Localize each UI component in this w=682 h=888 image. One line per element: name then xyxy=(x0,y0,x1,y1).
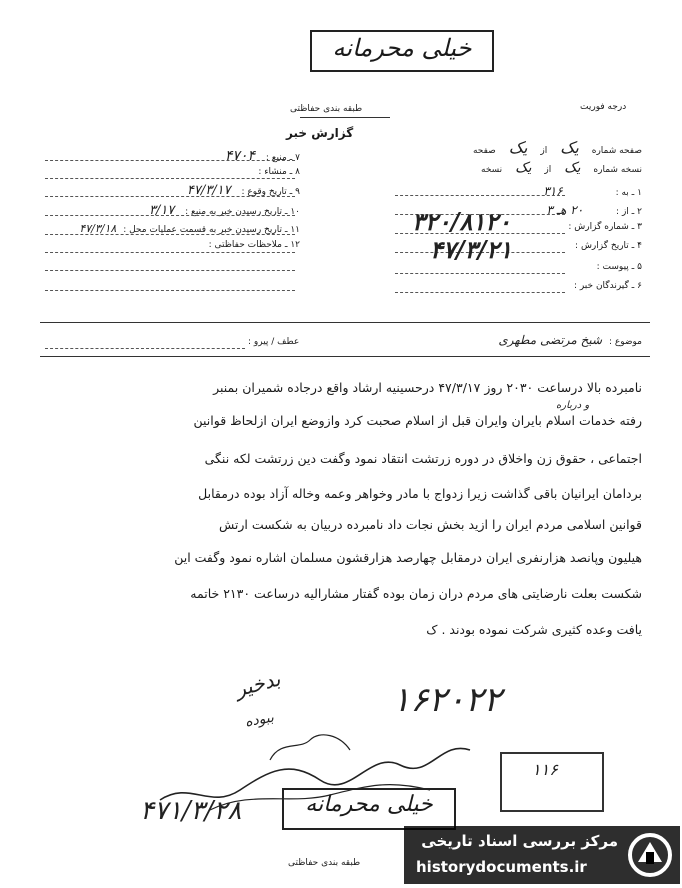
body-line-2: رفته خدمات اسلام بایران وایران قبل از اسلام صحبت کرد وازوضع ایران ازلحاظ قوانین xyxy=(193,413,642,428)
field-origin: ۸ ـ منشاء : xyxy=(258,167,300,177)
handwritten-note-3: ۴۷۱/۳/۲۸ xyxy=(140,796,242,826)
dots-3 xyxy=(45,196,295,197)
reference-label: عطف / پیرو : xyxy=(248,337,300,347)
copy-number-row: نسخه شماره یک از یک نسخه xyxy=(481,160,642,176)
handwritten-report-date: ۴۷/۳/۲۱ xyxy=(430,235,512,264)
field-report-date: ۴ ـ تاریخ گزارش : xyxy=(575,241,642,251)
top-stamp: خیلی محرمانه xyxy=(310,30,494,72)
dots-4 xyxy=(45,215,295,216)
watermark xyxy=(404,826,680,884)
archive-logo-icon xyxy=(626,832,674,878)
subject-label: موضوع : xyxy=(608,337,642,347)
priority-label: درجه فوریت xyxy=(580,102,627,112)
divider-bottom xyxy=(40,356,650,357)
divider-top xyxy=(40,322,650,323)
subject-value: شیخ مرتضی مطهری xyxy=(498,333,602,347)
field-recipients: ۶ ـ گیرندگان خبر : xyxy=(573,281,642,291)
handwritten-number: ۱۶۲۰۲۲ xyxy=(392,680,502,720)
field-source: ۷ ـ منبع : ۴۷۰۴ xyxy=(224,148,300,164)
handwritten-note-1: بدخیر xyxy=(232,666,283,702)
dots-1 xyxy=(45,160,295,161)
ref-dots xyxy=(45,348,245,349)
watermark-url: historydocuments.ir xyxy=(416,858,587,876)
dots-8 xyxy=(45,290,295,291)
classification-label-top: طبقه بندی حفاظتی xyxy=(290,104,363,114)
body-line-4: بردامان ایرانیان باقی گذاشت زیرا زدواج با مادر وخواهر وعمه وخاله آزاد بوده درمقابل xyxy=(198,486,642,501)
field-ops-received-date: ۱۱ ـ تاریخ رسیدن خبر به قسمت عملیات محل : ۴۷/۳/۱۸ xyxy=(79,222,300,235)
field-report-number: ۳ ـ شماره گزارش : xyxy=(568,222,642,232)
page-number-row: صفحه شماره یک از یک صفحه xyxy=(472,138,642,157)
bottom-right-stamp: ۱۱۶ xyxy=(500,752,604,812)
dots-6 xyxy=(45,252,295,253)
report-title: گزارش خبر xyxy=(286,126,354,140)
dots-7 xyxy=(45,270,295,271)
field-from: ۲ ـ از : ۲۰ هـ ۳ xyxy=(546,203,642,217)
body-line-3: اجتماعی ، حقوق زن واخلاق در دوره زرتشت انتقاد نمود وگفت دین زرتشت لکه ننگی xyxy=(204,451,642,466)
handwritten-note-2: ببوده xyxy=(243,709,276,731)
field-to: ۱ ـ به : ۳۱۶ xyxy=(543,184,642,198)
classification-underline xyxy=(300,117,390,118)
body-interlinear: و درباره xyxy=(556,400,590,411)
body-line-5: قوانین اسلامی مردم ایران را ازید بخش نجات داد نامبرده دربیان به شکست ارتش xyxy=(218,517,642,532)
dots-5 xyxy=(45,234,295,235)
body-line-7: شکست بعلت نارضایتی های مردم دران زمان بوده گفتار مشارالیه درساعت ۲۱۳۰ خاتمه xyxy=(190,586,642,601)
rdots-5 xyxy=(395,273,565,274)
field-occurrence-date: ۹ ـ تاریخ وقوع : ۴۷/۳/۱۷ xyxy=(186,183,300,198)
rdots-1 xyxy=(395,195,565,196)
dots-2 xyxy=(45,178,295,179)
classification-label-bottom: طبقه بندی حفاظتی xyxy=(288,858,361,868)
field-security-notes: ۱۲ ـ ملاحظات حفاظتی : xyxy=(208,240,300,250)
body-line-6: هیلیون وپانصد هزارنفری ایران درمقابل چهارصد هزارقشون مسلمان اشاره نمود وگفت این xyxy=(174,550,642,565)
rdots-6 xyxy=(395,292,565,293)
body-line-8: یافت وعده کثیری شرکت نموده بودند . ک xyxy=(426,622,642,637)
watermark-title: مرکز بررسی اسناد تاریخی xyxy=(421,832,618,850)
field-source-received-date: ۱۰ ـ تاریخ رسیدن خبر به منبع : ۳/۱۷ xyxy=(148,203,300,218)
handwritten-report-number: ۳۲۰/۸۱۲۰ xyxy=(412,207,511,236)
field-attachment: ۵ ـ پیوست : xyxy=(596,262,642,272)
body-line-1: نامبرده بالا درساعت ۲۰۳۰ روز ۴۷/۳/۱۷ درحسینیه ارشاد واقع درجاده شمیران بمنبر xyxy=(213,380,642,395)
bottom-stamp: خیلی محرمانه xyxy=(282,788,456,830)
